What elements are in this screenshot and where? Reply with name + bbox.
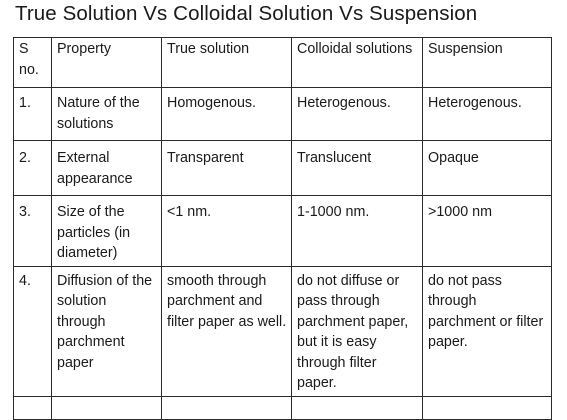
- true-solution-cell: Transparent: [162, 141, 292, 196]
- colloidal-cell: Translucent: [292, 141, 423, 196]
- header-colloidal-solutions: Colloidal solutions: [292, 38, 423, 88]
- comparison-table: [13, 37, 552, 420]
- property-cell: Size of the particles (in diameter): [52, 196, 162, 267]
- property-cell: Nature of the solutions: [52, 88, 162, 141]
- colloidal-cell: do not diffuse or pass through parchment paper, but it is easy through filter paper.: [292, 266, 423, 396]
- page-title: True Solution Vs Colloidal Solution Vs Suspension: [15, 2, 478, 25]
- suspension-cell: do not pass through parchment or filter paper.: [423, 266, 552, 396]
- true-solution-cell: smooth through parchment and filter paper as well.: [162, 266, 292, 396]
- suspension-cell: Opaque: [423, 141, 552, 196]
- colloidal-cell: 1-1000 nm.: [292, 196, 423, 267]
- property-cell: External appearance: [52, 141, 162, 196]
- property-cell: Diffusion of the solution through parchment paper: [52, 266, 162, 396]
- true-solution-cell: Homogenous.: [162, 88, 292, 141]
- table-header-row: [14, 38, 552, 88]
- row-number: 3.: [14, 196, 52, 267]
- colloidal-cell: Heterogenous.: [292, 88, 423, 141]
- table-row-partial: [14, 396, 552, 419]
- header-suspension: Suspension: [423, 38, 552, 88]
- suspension-cell: Heterogenous.: [423, 88, 552, 141]
- table-row: [14, 266, 552, 396]
- table-row: [14, 141, 552, 196]
- table-row: [14, 88, 552, 141]
- true-solution-cell: <1 nm.: [162, 196, 292, 267]
- row-number: 4.: [14, 266, 52, 396]
- header-property: Property: [52, 38, 162, 88]
- header-s-no: S no.: [14, 38, 52, 88]
- suspension-cell: >1000 nm: [423, 196, 552, 267]
- row-number: 2.: [14, 141, 52, 196]
- table-row: [14, 196, 552, 267]
- header-true-solution: True solution: [162, 38, 292, 88]
- row-number: 1.: [14, 88, 52, 141]
